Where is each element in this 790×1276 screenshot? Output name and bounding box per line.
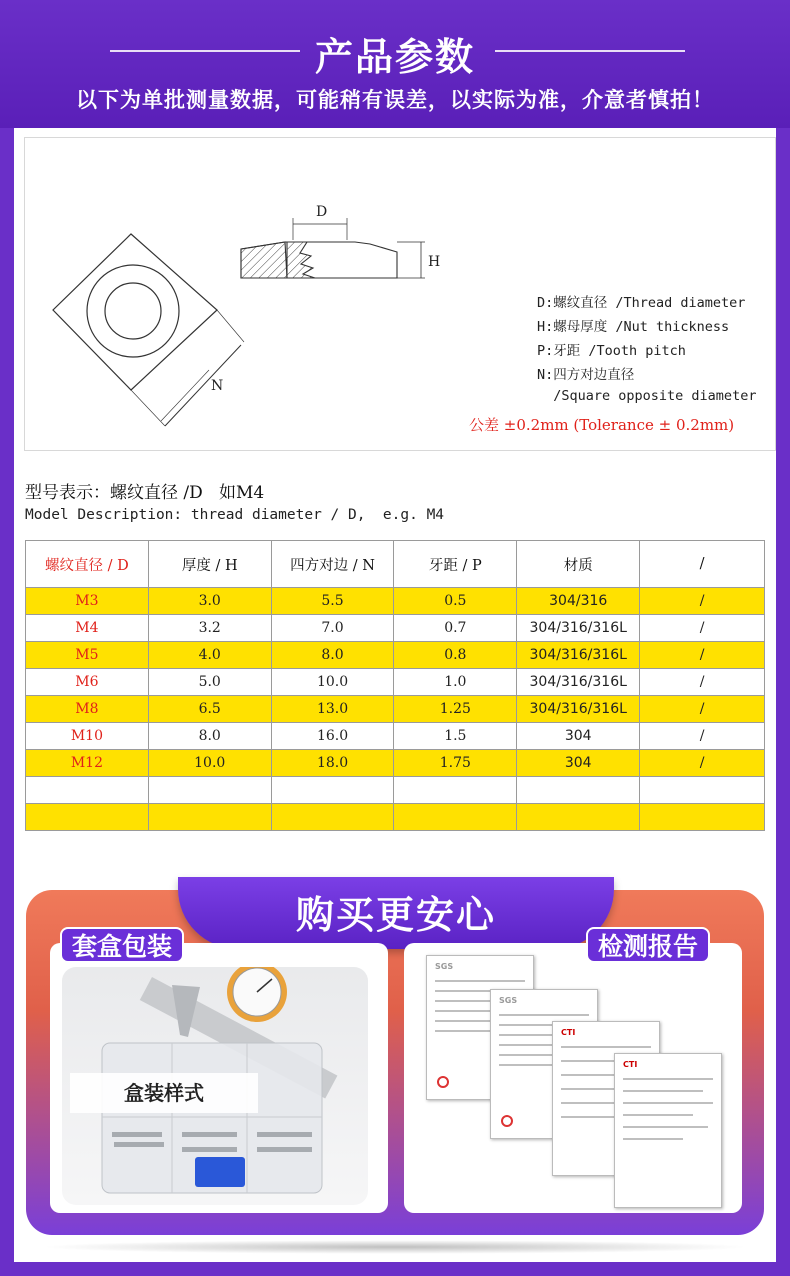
cell-pitch: 0.8	[394, 642, 517, 669]
nut-diagram	[24, 137, 776, 451]
cell-material: 304	[517, 723, 640, 750]
cell-thread: M12	[26, 750, 149, 777]
cell-thickness: 4.0	[148, 642, 271, 669]
model-description-cn: 型号表示：螺纹直径 /D 如M4	[25, 483, 265, 503]
cell-pitch: 1.0	[394, 669, 517, 696]
cell-square: 7.0	[271, 615, 394, 642]
box-photo	[62, 967, 368, 1205]
cell-pitch: 1.25	[394, 696, 517, 723]
label-n: N	[211, 378, 224, 394]
cell-material: 304/316/316L	[517, 669, 640, 696]
legend-p: P:牙距 /Tooth pitch	[537, 343, 686, 359]
cell-thread: M6	[26, 669, 149, 696]
table-header-row	[26, 541, 765, 588]
cell-thread: M3	[26, 588, 149, 615]
cell-square: 16.0	[271, 723, 394, 750]
cell-square: 5.5	[271, 588, 394, 615]
page-subtitle: 以下为单批测量数据，可能稍有误差，以实际为准，介意者慎拍！	[76, 88, 714, 112]
header-slash: /	[640, 541, 765, 588]
cell-thread: M5	[26, 642, 149, 669]
cell-material: 304/316/316L	[517, 696, 640, 723]
sgs-logo: SGS	[435, 962, 454, 971]
tolerance-note: 公差 ±0.2mm (Tolerance ± 0.2mm)	[469, 416, 735, 434]
cell-slash: /	[640, 669, 765, 696]
header-thread: 螺纹直径 / D	[26, 541, 149, 588]
table-row	[26, 588, 765, 615]
box-style-label: 盒装样式	[70, 1073, 258, 1113]
top-view	[53, 234, 244, 426]
cell-thickness: 8.0	[148, 723, 271, 750]
cell-pitch: 1.75	[394, 750, 517, 777]
sgs-logo: SGS	[499, 996, 518, 1005]
header-thickness: 厚度 / H	[148, 541, 271, 588]
cell-thread: M8	[26, 696, 149, 723]
header-square: 四方对边 / N	[271, 541, 394, 588]
left-border	[0, 128, 14, 1276]
table-row-empty	[26, 804, 765, 831]
label-d: D	[316, 204, 328, 220]
table-row	[26, 750, 765, 777]
header-banner	[0, 0, 790, 128]
cell-thickness: 5.0	[148, 669, 271, 696]
cell-material: 304	[517, 750, 640, 777]
promo-title: 购买更安心	[295, 893, 496, 937]
header-material: 材质	[517, 541, 640, 588]
cell-slash: /	[640, 588, 765, 615]
cell-material: 304/316/316L	[517, 615, 640, 642]
bottom-shadow	[40, 1240, 750, 1254]
table-row	[26, 723, 765, 750]
cti-logo: CTI	[623, 1060, 638, 1069]
table-row-empty	[26, 777, 765, 804]
box-packaging-panel	[50, 943, 388, 1213]
model-description-en: Model Description: thread diameter / D, e.g. M4	[25, 507, 445, 523]
cell-slash: /	[640, 750, 765, 777]
label-h: H	[428, 254, 441, 270]
cell-square: 18.0	[271, 750, 394, 777]
cell-pitch: 1.5	[394, 723, 517, 750]
table-row	[26, 669, 765, 696]
spec-table	[25, 540, 765, 831]
cell-square: 13.0	[271, 696, 394, 723]
report-doc-4	[614, 1053, 722, 1208]
cell-material: 304/316/316L	[517, 642, 640, 669]
legend-d: D:螺纹直径 /Thread diameter	[537, 295, 746, 311]
table-row	[26, 615, 765, 642]
cell-thread: M10	[26, 723, 149, 750]
legend-h: H:螺母厚度 /Nut thickness	[537, 319, 730, 335]
cell-slash: /	[640, 696, 765, 723]
cti-logo: CTI	[561, 1028, 576, 1037]
cell-thread: M4	[26, 615, 149, 642]
right-border	[776, 128, 790, 1276]
table-row	[26, 696, 765, 723]
bottom-bar	[0, 1262, 790, 1276]
page-title: 产品参数	[314, 35, 475, 79]
cell-thickness: 3.2	[148, 615, 271, 642]
cell-square: 10.0	[271, 669, 394, 696]
cell-pitch: 0.7	[394, 615, 517, 642]
cell-material: 304/316	[517, 588, 640, 615]
cell-thickness: 3.0	[148, 588, 271, 615]
cell-slash: /	[640, 615, 765, 642]
cell-thickness: 10.0	[148, 750, 271, 777]
box-packaging-pill: 套盒包装	[60, 927, 184, 963]
legend-n-en: /Square opposite diameter	[537, 388, 757, 404]
cell-slash: /	[640, 723, 765, 750]
table-row	[26, 642, 765, 669]
side-view	[241, 218, 425, 278]
test-report-panel	[404, 943, 742, 1213]
cell-slash: /	[640, 642, 765, 669]
cell-square: 8.0	[271, 642, 394, 669]
cell-thickness: 6.5	[148, 696, 271, 723]
header-pitch: 牙距 / P	[394, 541, 517, 588]
cell-pitch: 0.5	[394, 588, 517, 615]
test-report-pill: 检测报告	[586, 927, 710, 963]
legend-n: N:四方对边直径	[537, 367, 635, 383]
